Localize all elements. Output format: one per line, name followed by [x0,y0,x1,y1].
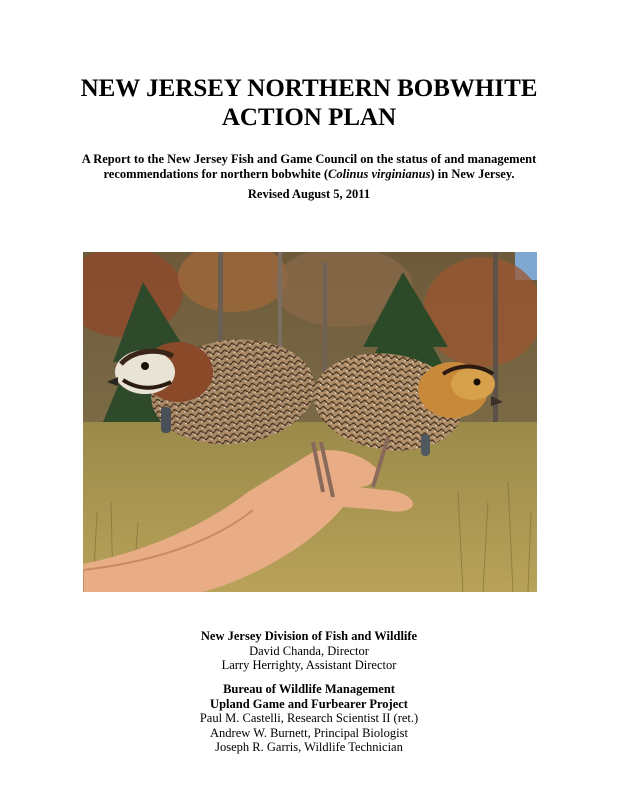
subtitle-text-start: A Report to the New Jersey Fish and Game Council on the status of and management recommendations for northern bobwhite ( [81,152,537,181]
division-assistant-director: Larry Herrighty, Assistant Director [221,658,397,673]
principal-biologist: Andrew W. Burnett, Principal Biologist [210,725,408,740]
report-title-line-1: NEW JERSEY NORTHERN BOBWHITE [80,75,538,102]
report-subtitle [60,152,558,182]
subtitle-text-end: ) in New Jersey. [430,167,515,181]
division-director: David Chanda, Director [249,643,369,658]
revision-date: Revised August 5, 2011 [247,187,371,201]
subtitle-species-name: Colinus virginianus [328,167,431,181]
report-title-line-2: ACTION PLAN [221,104,397,131]
division-name: New Jersey Division of Fish and Wildlife [200,629,418,643]
wildlife-technician: Joseph R. Garris, Wildlife Technician [215,740,403,755]
research-scientist: Paul M. Castelli, Research Scientist II (ret.) [199,711,419,726]
division-block [0,629,618,673]
bobwhite-photo [83,252,537,592]
bureau-block [0,682,618,755]
bureau-name: Bureau of Wildlife Management [223,682,395,696]
project-name: Upland Game and Furbearer Project [210,696,408,711]
